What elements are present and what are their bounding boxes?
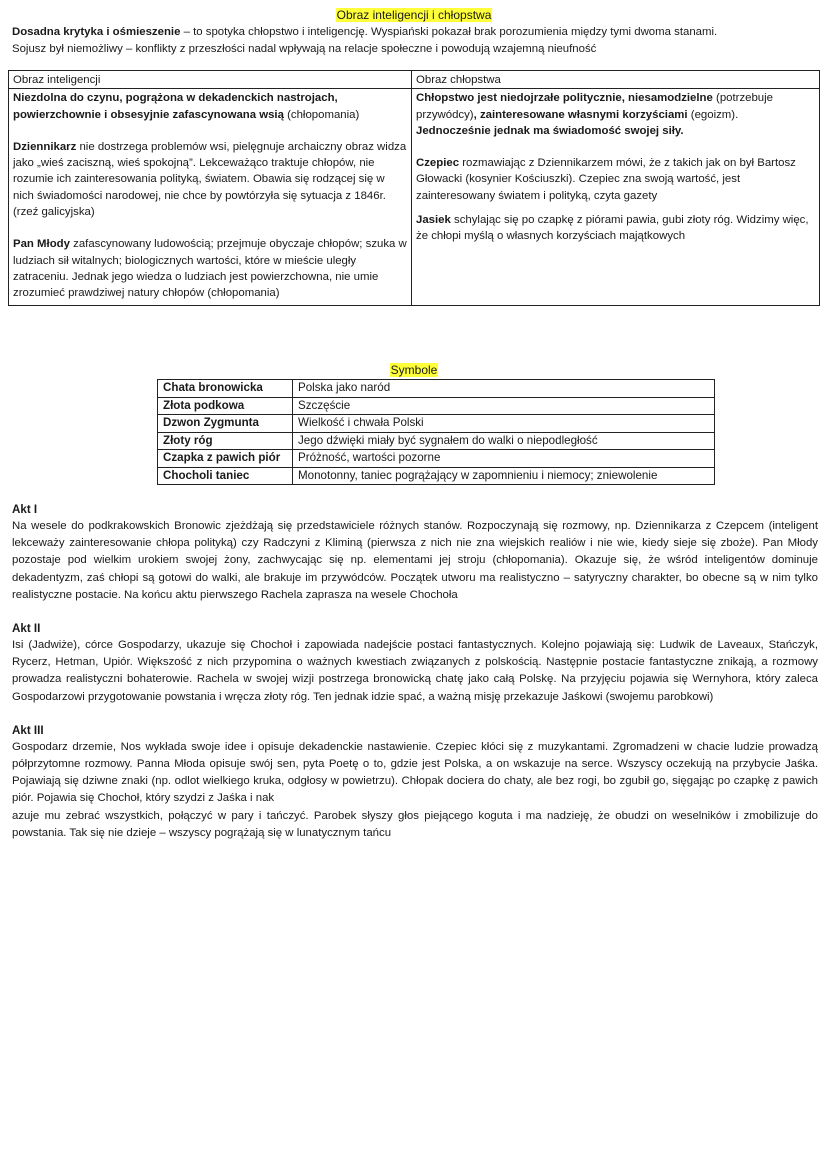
act-1-text: Na wesele do podkrakowskich Bronowic zjeżdżają się przedstawiciele różnych stanów. Rozpoczynają się rozmowy, np. Dziennikarza z Czepcem (inteligent lekceważy zainteresowanie chłopa polityką) czy Radczyni z Kliminą (pierwsza z nich nie zna wiejskich realiów i nie wie, kiedy sieje się zboże). Pan Młody pozostaje pod wielkim urokiem swojej żony, zachwycając się np. elementami jej stroju (chłopomania). Okazuje się, że wśród inteligentów dominuje dekadentyzm, zaś chłopi są gotowi do walki, ale brakuje im przywódców. Początek utworu ma realistyczno – satyryczny charakter, bo obecne są w nim tylko realistyczne postacie. Na końcu aktu pierwszego Rachela zaprasza na wesele Chochoła xyxy=(12,520,818,601)
intro-text-1: – to spotyka chłopstwo i inteligencję. Wyspiański pokazał brak porozumienia między tymi dwoma stanami. xyxy=(180,26,718,38)
pan-mlody-text: zafascynowany ludowością; przejmuje obyczaje chłopów; szuka w ludziach sił witalnych; biologicznych wartości, które w mieście uległy zatraceniu. Jednak jego wiedza o ludziach jest powierzchowna, nie umie zrozumieć prawdziwej natury chłopów (chłopomania) xyxy=(13,238,407,300)
intro-bold-lead: Dosadna krytyka i ośmieszenie xyxy=(12,26,181,38)
spacer xyxy=(416,204,815,212)
header-intelligentsia: Obraz inteligencji xyxy=(9,71,412,89)
peasantry-summary-norm-b: (egoizm). xyxy=(687,108,739,121)
intro-line-1 xyxy=(12,24,820,41)
peasantry-summary xyxy=(416,90,815,139)
symbols-title xyxy=(0,362,828,378)
symbol-value: Monotonny, taniec pogrążający w zapomnieniu i niemocy; zniewolenie xyxy=(293,467,715,485)
peasantry-summary-bold-a: Chłopstwo jest niedojrzałe politycznie, niesamodzielne xyxy=(416,92,713,105)
symbol-row xyxy=(158,467,715,485)
peasantry-cell xyxy=(412,89,820,305)
act-1-heading: Akt I xyxy=(12,503,38,516)
symbol-value: Jego dźwięki miały być sygnałem do walki o niepodległość xyxy=(293,432,715,450)
act-3-heading: Akt III xyxy=(12,723,44,737)
acts-section xyxy=(12,502,818,859)
spacer xyxy=(13,220,407,236)
document-title xyxy=(0,7,828,23)
intelligentsia-cell xyxy=(9,89,412,305)
dziennikarz-text: nie dostrzega problemów wsi, pielęgnuje archaiczny obraz widza jako „wieś zaciszną, wieś spokojną”. Lekceważąco traktuje chłopów, nie rozumie ich zainteresowania polityką, światem. Obawia się rodzącej się w nich świadomości narodowej, nie chce by powtórzyła się sytuacja z 1846r. (rzeź galicyjska) xyxy=(13,140,407,219)
intro-text-2: Sojusz był niemożliwy – konflikty z przeszłości nadal wpływają na relacje społeczne i powodują wzajemną nieufność xyxy=(12,42,597,55)
symbol-key: Złoty róg xyxy=(158,432,293,450)
act-2-heading: Akt II xyxy=(12,622,41,636)
symbol-key: Czapka z pawich piór xyxy=(158,450,293,468)
intelligentsia-summary xyxy=(13,90,407,123)
intelligentsia-summary-rest: (chłopomania) xyxy=(283,108,360,121)
dziennikarz-name: Dziennikarz xyxy=(13,140,77,153)
symbol-key: Dzwon Zygmunta xyxy=(158,415,293,433)
czepiec-text: rozmawiając z Dziennikarzem mówi, że z takich jak on był Bartosz Głowacki (kosynier Kościuszki). Czepiec zna swoją wartość, jest zainteresowany światem i polityką, czyta gazety xyxy=(416,157,796,202)
act-1 xyxy=(12,502,818,604)
spacer xyxy=(13,123,407,139)
act-3-text-b: azuje mu zebrać wszystkich, połączyć w pary i tańczyć. Parobek słyszy głos piejącego koguta i ma nadzieję, że obudzi on weselników i zmobilizuje do powstania. Tak się nie dzieje – wszyscy pogrążają się w lunatycznym tańcu xyxy=(12,809,818,839)
symbols-table xyxy=(157,379,715,485)
act-2 xyxy=(12,621,818,706)
act-3-text-a: Gospodarz drzemie, Nos wykłada swoje idee i opisuje dekadenckie nastawienie. Czepiec kłóci się z muzykantami. Zgromadzeni w chacie ludzie prowadzą półprzytomne rozmowy. Panna Młoda opisuje swój sen, pyta Poetę o to, gdzie jest Polska, a on wskazuje na serce. Wszyscy oczekują na przybycie Jaśka. Pojawiają się dziwne znaki (np. odlot wielkiego kruka, odgłosy w powietrzu). Chłopak dociera do chaty, ale bez rogi, bo zgubił go, sięgając po czapkę z pawich piór. Pojawia się Chochoł, który szydzi z Jaśka i nak xyxy=(12,740,818,805)
comparison-header-row xyxy=(9,71,820,89)
intelligentsia-summary-bold: Niezdolna do czynu, pogrążona w dekadenckich nastrojach, powierzchownie i obsesyjnie zafascynowana wsią xyxy=(13,92,338,121)
header-peasantry: Obraz chłopstwa xyxy=(412,71,820,89)
czepiec-name: Czepiec xyxy=(416,157,460,170)
peasantry-summary-bold-b: , zainteresowane własnymi korzyściami xyxy=(473,108,688,121)
czepiec-paragraph xyxy=(416,155,815,204)
peasantry-summary-bold-c: Jednocześnie jednak ma świadomość swojej siły. xyxy=(416,124,684,137)
symbol-row xyxy=(158,432,715,450)
document-title-text: Obraz inteligencji i chłopstwa xyxy=(336,8,492,22)
comparison-table xyxy=(8,70,820,306)
jasiek-name: Jasiek xyxy=(416,214,451,227)
comparison-body-row xyxy=(9,89,820,305)
symbol-value: Szczęście xyxy=(293,397,715,415)
peasantry-summary-norm-a: (potrzebuje przywódcy) xyxy=(416,92,774,121)
symbol-value: Wielkość i chwała Polski xyxy=(293,415,715,433)
symbol-value: Próżność, wartości pozorne xyxy=(293,450,715,468)
jasiek-paragraph xyxy=(416,212,815,245)
symbol-row xyxy=(158,397,715,415)
symbols-title-text: Symbole xyxy=(390,363,438,377)
dziennikarz-paragraph xyxy=(13,139,407,220)
pan-mlody-paragraph xyxy=(13,236,407,301)
jasiek-text: schylając się po czapkę z piórami pawia, gubi złoty róg. Widzimy więc, że chłopi myślą o własnych korzyściach majątkowych xyxy=(416,214,809,243)
symbol-row xyxy=(158,380,715,398)
symbol-key: Chocholi taniec xyxy=(158,467,293,485)
act-3 xyxy=(12,723,818,842)
pan-mlody-name: Pan Młody xyxy=(13,238,70,251)
symbol-key: Chata bronowicka xyxy=(158,380,293,398)
intro-paragraph xyxy=(12,24,820,57)
symbol-value: Polska jako naród xyxy=(293,380,715,398)
symbol-row xyxy=(158,415,715,433)
act-2-text: Isi (Jadwiże), córce Gospodarzy, ukazuje się Chochoł i zapowiada nadejście postaci fantastycznych. Kolejno pojawiają się: Ludwik de Laveaux, Stańczyk, Rycerz, Hetman, Upiór. Większość z nich przypomina o ważnych kwestiach związanych z polskością. Następnie postacie fantastyczne znikają, a rozmowy prowadza realistyczni bohaterowie. Rachela w swojej wizji postrzega bronowicką chatę jako całą Polskę. Na przyjęciu pojawia się Wernyhora, który zaleca Gospodarzowi przygotowanie powstania i wręcza złoty róg. Ten jednak idzie spać, a ważną misję przekazuje Jaśkowi (swojemu parobkowi) xyxy=(12,639,818,703)
spacer xyxy=(416,139,815,155)
symbol-key: Złota podkowa xyxy=(158,397,293,415)
symbol-row xyxy=(158,450,715,468)
